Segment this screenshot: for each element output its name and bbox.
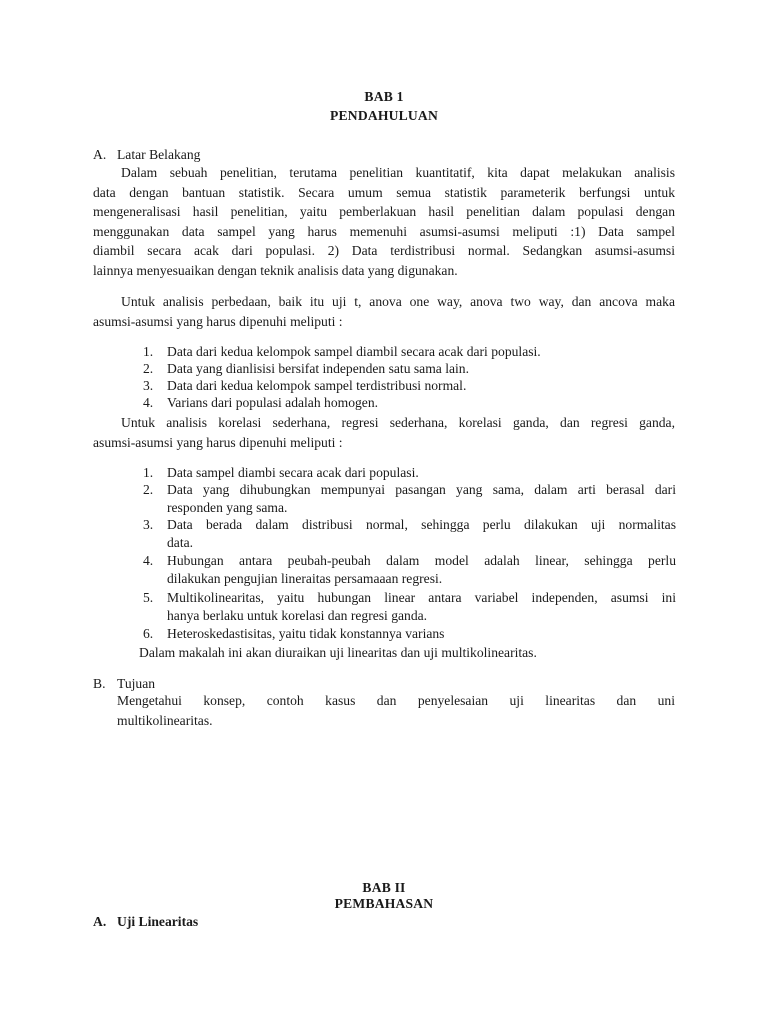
section-marker: A. (93, 147, 107, 162)
list-text: Data yang dianlisisi bersifat independen satu sama lain. (167, 361, 469, 376)
paragraph-line: multikolinearitas. (117, 712, 213, 728)
list-number: 3. (143, 517, 154, 532)
difference-analysis-paragraph (93, 292, 675, 331)
section-heading: Latar Belakang (117, 147, 201, 162)
list-number: 6. (143, 626, 154, 641)
list-number: 2. (143, 482, 154, 497)
chapter-subtitle: PEMBAHASAN (334, 896, 434, 911)
list-item (143, 343, 676, 361)
list-text: Data berada dalam distribusi normal, sehingga perlu dilakukan uji normalitas (167, 517, 676, 532)
closing-sentence: Dalam makalah ini akan diuraikan uji linearitas dan uji multikolinearitas. (139, 645, 537, 660)
list-item (143, 552, 676, 588)
list-text: dilakukan pengujian lineraitas persamaaan regresi. (167, 571, 443, 586)
paragraph-line: diambil secara acak dari populasi. 2) Data terdistribusi normal. Sedangkan asumsi-asumsi (93, 243, 675, 258)
section-heading: Uji Linearitas (117, 914, 199, 929)
background-paragraph (93, 163, 675, 280)
list-number: 5. (143, 590, 154, 605)
chapter-subtitle: PENDAHULUAN (330, 108, 438, 123)
list-text: Multikolinearitas, yaitu hubungan linear antara variabel independen, asumsi ini (167, 590, 676, 605)
list-number: 4. (143, 395, 154, 410)
chapter-title: BAB 1 (364, 89, 404, 104)
list-text: Heteroskedastisitas, yaitu tidak konstannya varians (167, 626, 445, 641)
section-marker: B. (93, 676, 106, 691)
list-item (143, 589, 676, 625)
list-item (143, 360, 676, 378)
list-item (143, 464, 676, 482)
list-text: hanya berlaku untuk korelasi dan regresi ganda. (167, 608, 428, 623)
paragraph-line: lainnya menyesuaikan dengan teknik analisis data yang digunakan. (93, 262, 458, 278)
paragraph-line: Dalam sebuah penelitian, terutama penelitian kuantitatif, kita dapat melakukan analisis (121, 165, 675, 180)
paragraph-line: Mengetahui konsep, contoh kasus dan penyelesaian uji linearitas dan uni (117, 693, 675, 708)
list-number: 1. (143, 344, 154, 359)
list-text: Data dari kedua kelompok sampel terdistribusi normal. (167, 378, 467, 393)
list-number: 2. (143, 361, 154, 376)
list-item (143, 516, 676, 552)
paragraph-line: asumsi-asumsi yang harus dipenuhi meliputi : (93, 313, 343, 329)
paragraph-line: menggunakan data sampel yang harus memenuhi asumsi-asumsi meliputi :1) Data sampel (93, 223, 675, 239)
list-text: Varians dari populasi adalah homogen. (167, 395, 379, 410)
list-number: 3. (143, 378, 154, 393)
chapter-title: BAB II (362, 880, 406, 895)
list-text: responden yang sama. (167, 500, 288, 515)
paragraph-line: asumsi-asumsi yang harus dipenuhi meliputi : (93, 434, 343, 450)
list-text: Data yang dihubungkan mempunyai pasangan yang sama, dalam arti berasal dari (167, 482, 676, 497)
objective-paragraph (117, 691, 675, 730)
list-text: Data dari kedua kelompok sampel diambil secara acak dari populasi. (167, 344, 541, 359)
list-text: Hubungan antara peubah-peubah dalam model adalah linear, sehingga perlu (167, 553, 676, 568)
list-item (143, 481, 676, 517)
section-marker: A. (93, 914, 107, 929)
list-text: data. (167, 535, 194, 550)
list-number: 4. (143, 553, 154, 568)
correlation-analysis-paragraph (93, 413, 675, 452)
list-item (143, 394, 676, 412)
paragraph-line: Untuk analisis perbedaan, baik itu uji t, anova one way, anova two way, dan ancova maka (121, 294, 675, 309)
list-item (143, 377, 676, 395)
section-heading: Tujuan (117, 676, 156, 691)
list-text: Data sampel diambi secara acak dari populasi. (167, 465, 419, 480)
paragraph-line: mengeneralisasi hasil penelitian, yaitu pemberlakuan hasil penelitian dalam populasi dengan (93, 204, 675, 219)
paragraph-line: Untuk analisis korelasi sederhana, regresi sederhana, korelasi ganda, dan regresi ganda, (121, 415, 675, 430)
paragraph-line: data dengan bantuan statistik. Secara umum semua statistik parameterik berfungsi untuk (93, 184, 675, 200)
list-number: 1. (143, 465, 154, 480)
list-item (143, 625, 676, 643)
